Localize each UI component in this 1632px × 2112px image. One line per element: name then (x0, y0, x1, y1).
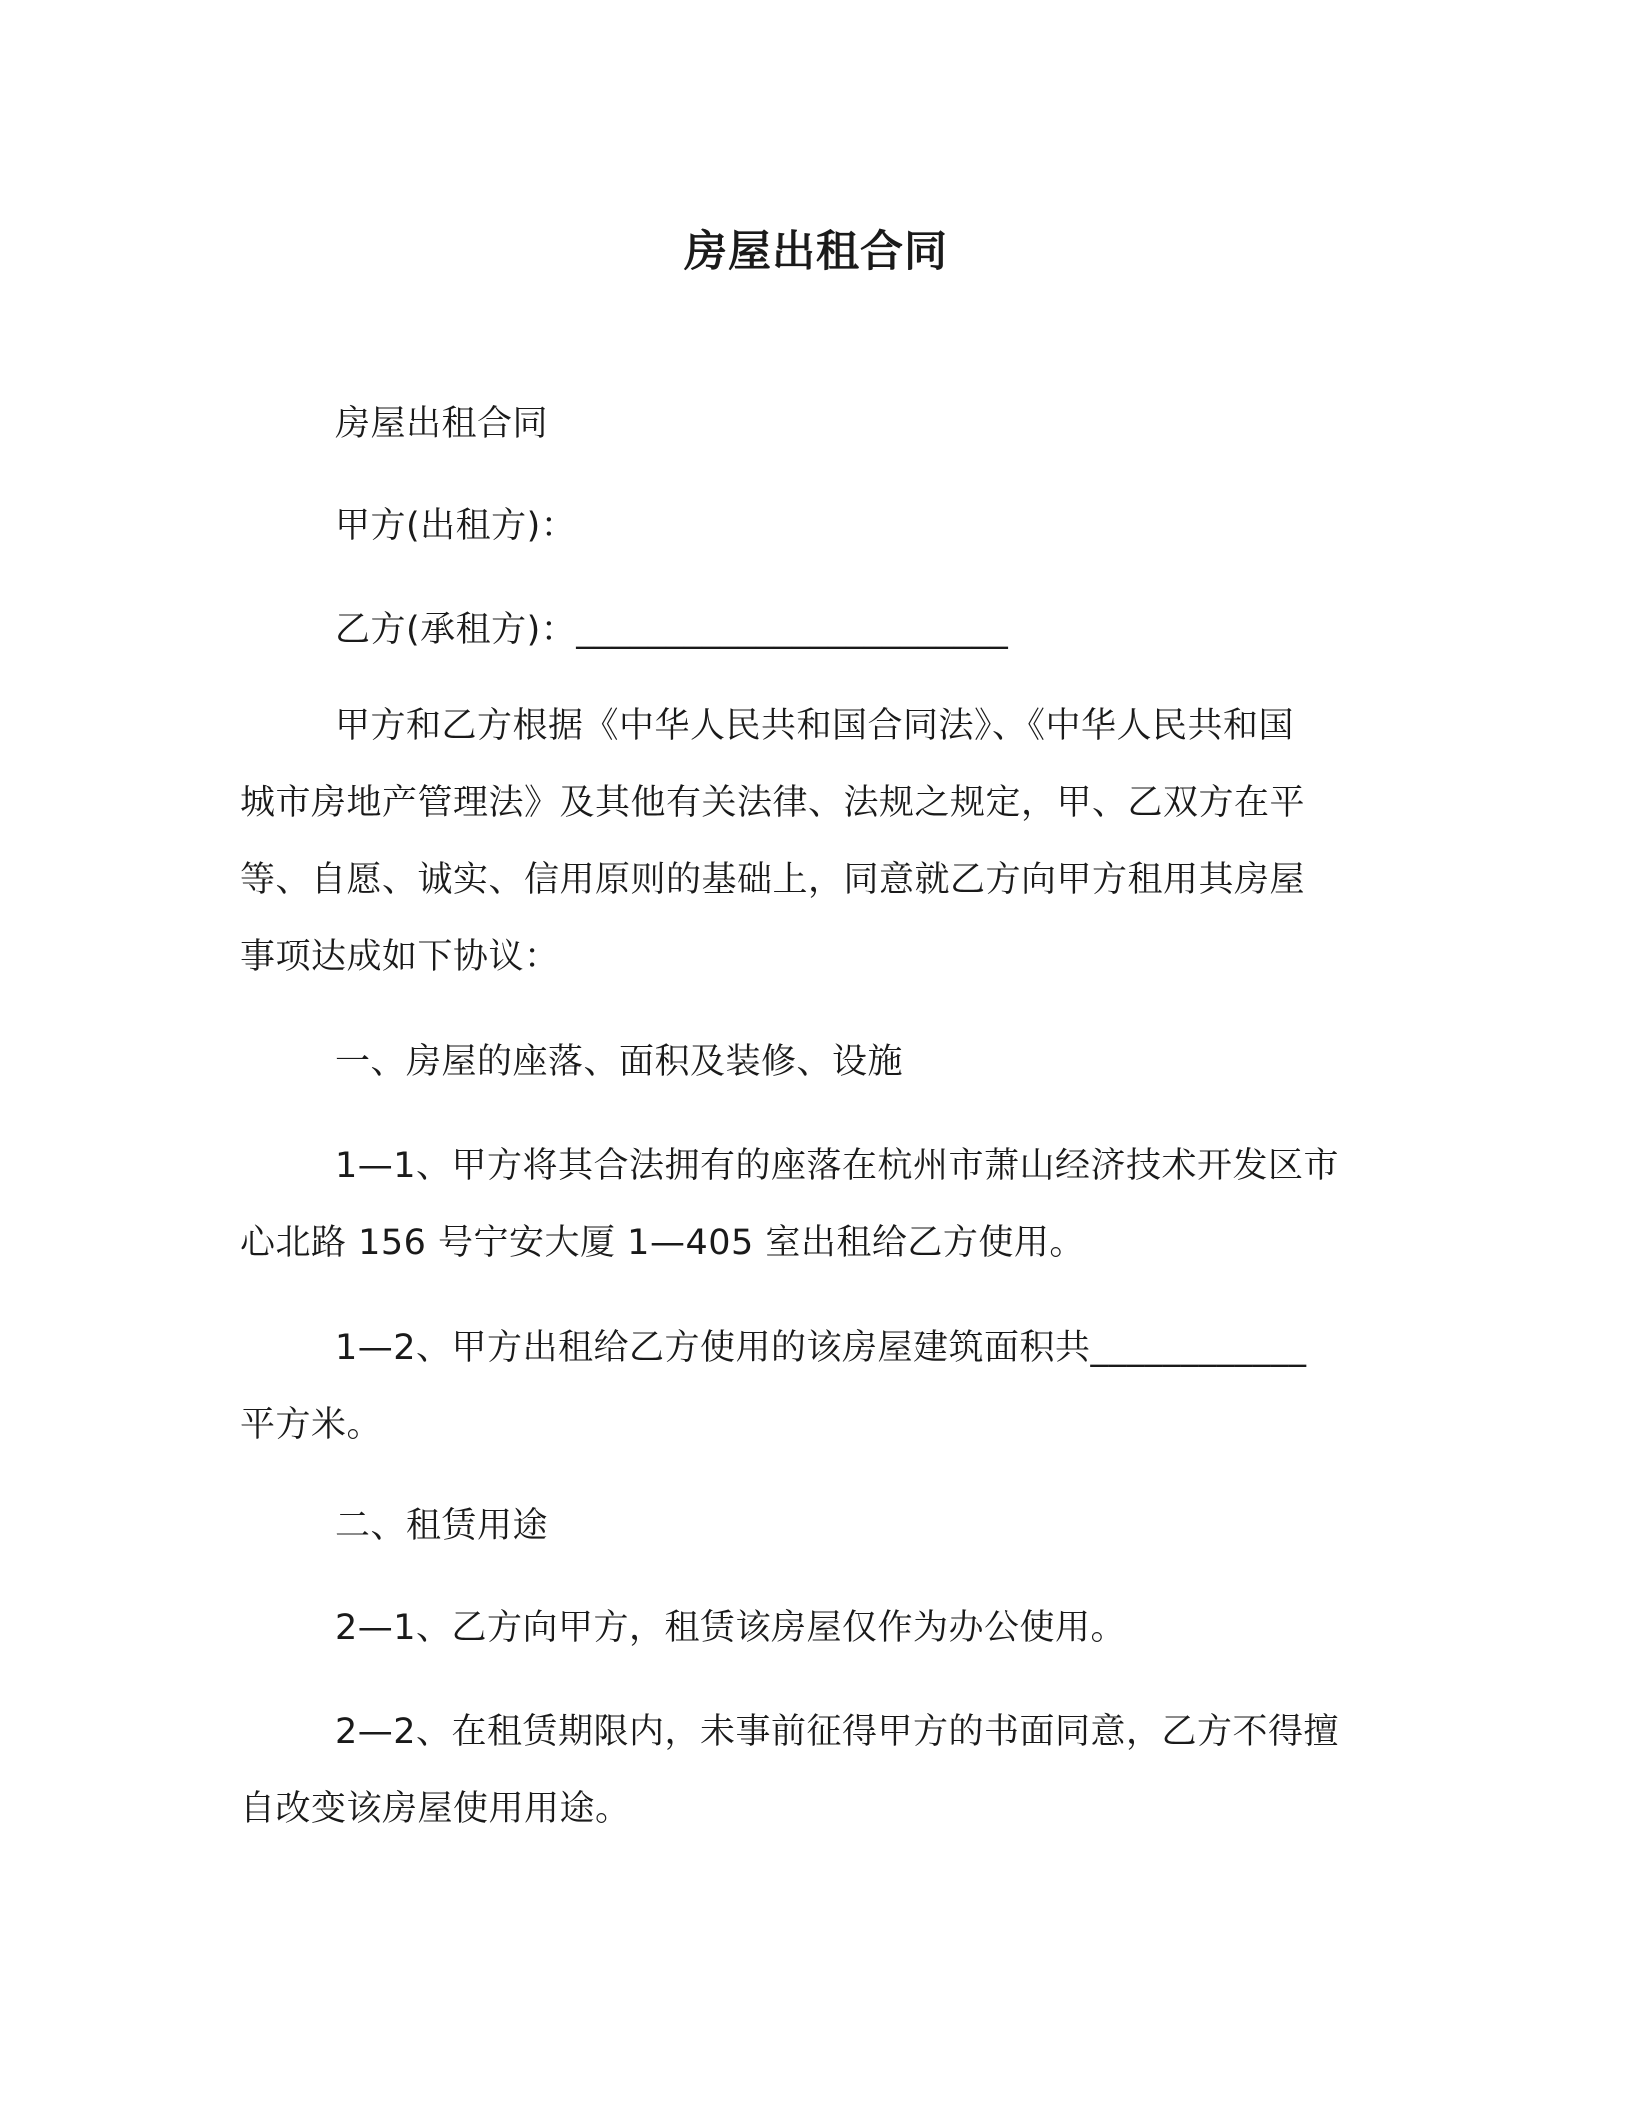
document-title: 房屋出租合同 (684, 227, 948, 277)
clause-1-2: 1—2、甲方出租给乙方使用的该房屋建筑面积共____________ 平方米。 (240, 1328, 1307, 1445)
section-1-heading: 一、房屋的座落、面积及装修、设施 (335, 1042, 904, 1082)
clause-2-2: 2—2、在租赁期限内，未事前征得甲方的书面同意，乙方不得擅 自改变该房屋使用用途。 (240, 1712, 1340, 1829)
section-2-heading: 二、租赁用途 (335, 1506, 549, 1546)
preamble-paragraph: 甲方和乙方根据《中华人民共和国合同法》、《中华人民共和国 城市房地产管理法》及其他有关法律、法规之规定，甲、乙双方在平 等、自愿、诚实、信用原则的基础上，同意就乙方向甲方租用其房屋 事项达成如下协议： (240, 706, 1306, 977)
clause-1-1: 1—1、甲方将其合法拥有的座落在杭州市萧山经济技术开发区市 心北路 156 号宁安大厦 1—405 室出租给乙方使用。 (240, 1146, 1340, 1263)
document-subtitle: 房屋出租合同 (335, 404, 549, 444)
clause-2-1: 2—1、乙方向甲方，租赁该房屋仅作为办公使用。 (335, 1608, 1127, 1648)
party-b-line: 乙方(承租方)：________________________ (335, 610, 1009, 650)
party-a-line: 甲方(出租方)： (335, 506, 577, 546)
